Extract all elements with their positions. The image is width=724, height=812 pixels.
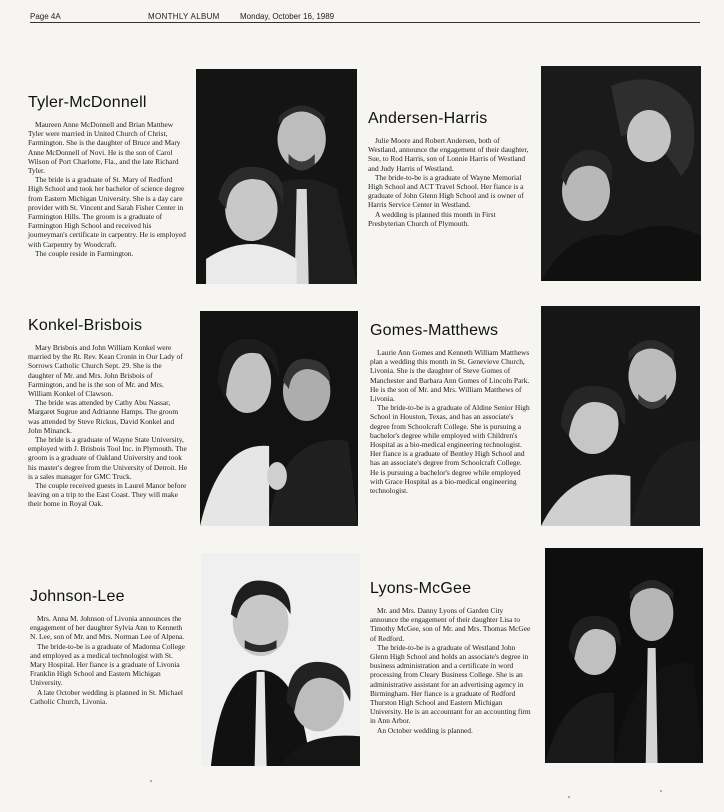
story-paragraph: The bride is a graduate of St. Mary of Redford High School and took her bachelor of science degree from Eastern Michigan University. She is a day care provider with St. Vincent and Sarah Fisher Center in Farmington Hills. The groom is a graduate of Farmington High School and received his journeyman's certificate in carpentry. He is employed with Carpentry by Woodcraft. bbox=[28, 175, 186, 249]
photo-konkel-brisbois bbox=[200, 311, 358, 526]
story-body bbox=[368, 136, 530, 228]
story-title: Lyons-McGee bbox=[370, 580, 472, 597]
story-lyons-mcgee bbox=[370, 580, 532, 735]
story-paragraph: The bride-to-be is a graduate of Westland John Glenn High School and holds an associate's degree in business administration and a certificate in word processing from Cleary Business College. She is an administrative assistant for an advertising agency in Birmingham. Her fiance is a graduate of Redford Thurston High School and Eastern Michigan University. He is an accountant for an accounting firm in Ann Arbor. bbox=[370, 642, 531, 726]
story-paragraph: Julie Moore and Robert Andersen, both of Westland, announce the engagement of their daughter, Sue, to Rod Harris, son of Lonnie Harris of Westland and Judy Harris of Westland. bbox=[368, 136, 529, 173]
story-paragraph: The couple reside in Farmington. bbox=[35, 248, 134, 258]
story-paragraph: The bride was attended by Cathy Abu Nassar, Margaret Sugrue and Adrianne Hamps. The groom was attended by Steve Rickus, David Konkel and John Minanck. bbox=[28, 398, 179, 435]
story-body bbox=[28, 343, 188, 509]
section-name: MONTHLY ALBUM bbox=[148, 12, 220, 21]
story-title: Johnson-Lee bbox=[30, 588, 125, 605]
story-paragraph: Mrs. Anna M. Johnson of Livonia announces the engagement of her daughter Sylvia Ann to Kenneth N. Lee, son of Mr. and Mrs. Norman Lee of Alpena. bbox=[30, 614, 185, 642]
story-paragraph: The couple received guests in Laurel Manor before leaving on a trip to the East Coast. They will make their home in Royal Oak. bbox=[28, 481, 187, 509]
story-paragraph: The bride-to-be is a graduate of Aldine Senior High School in Houston, Texas, and has an associate's degree from Schoolcraft College. She is pursuing a bachelor's degree while employed with Children's Hospital as a bio-medical engineering technologist. Her fiance is a graduate of Bentley High School and has an associate's degree from Schoolcraft College. He is pursuing a bachelor's degree while employed with Grace Hospital as a bio-medical engineering technologist. bbox=[370, 403, 530, 496]
story-konkel-brisbois bbox=[28, 317, 188, 509]
story-andersen-harris bbox=[368, 110, 530, 228]
story-paragraph: An October wedding is planned. bbox=[377, 725, 473, 735]
story-paragraph: The bride is a graduate of Wayne State University, employed with J. Brisbois Tool Inc. in Plymouth. The groom is a graduate of Oakland University and took his master's degree from the University of Detroit. He is a sales manager for GMC Truck. bbox=[28, 435, 188, 481]
story-body bbox=[30, 614, 190, 706]
story-johnson-lee bbox=[30, 588, 190, 706]
photo-gomes-matthews bbox=[541, 306, 700, 526]
page-number: Page 4A bbox=[30, 12, 61, 21]
photo-lyons-mcgee bbox=[545, 548, 703, 763]
story-tyler-mcdonnell bbox=[28, 94, 188, 258]
story-paragraph: A late October wedding is planned in St. Michael Catholic Church, Livonia. bbox=[30, 687, 183, 706]
print-speck bbox=[568, 796, 570, 798]
story-body bbox=[370, 606, 532, 735]
story-body bbox=[28, 120, 188, 258]
story-paragraph: Mr. and Mrs. Danny Lyons of Garden City announce the engagement of their daughter Lisa to Timothy McGee, son of Mr. and Mrs. Thomas McGee of Redford. bbox=[370, 606, 531, 643]
story-paragraph: The bride-to-be is a graduate of Wayne Memorial High School and ACT Travel School. Her fiance is a graduate of John Glenn High School and is owner of Harris Service Center in Westland. bbox=[368, 172, 524, 210]
story-gomes-matthews bbox=[370, 322, 532, 495]
story-title: Gomes-Matthews bbox=[370, 322, 499, 339]
story-paragraph: Mary Brisbois and John William Konkel were married by the Rt. Rev. Kean Cronin in Our Lady of Sorrows Catholic Church Sept. 29. She is the daughter of Mr. and Mrs. John Brisbois of Farmington, and he is the son of Mr. and Mrs. William Konkel of Clawson. bbox=[28, 343, 183, 399]
story-paragraph: Maureen Anne McDonnell and Brian Matthew Tyler were married in United Church of Christ, Farmington. She is the daughter of Bruce and Mary Anne McDonnell of Novi. He is the son of Carol Wilson of Port Charlotte, Fla., and the late Richard Tyler. bbox=[28, 120, 181, 176]
page-header bbox=[30, 10, 700, 26]
photo-tyler-mcdonnell bbox=[196, 69, 357, 284]
story-title: Konkel-Brisbois bbox=[28, 317, 143, 334]
story-title: Tyler-McDonnell bbox=[28, 94, 147, 111]
print-speck bbox=[660, 790, 662, 792]
print-speck bbox=[150, 780, 152, 782]
photo-andersen-harris bbox=[541, 66, 701, 281]
story-paragraph: A wedding is planned this month in First Presbyterian Church of Plymouth. bbox=[368, 209, 496, 228]
story-paragraph: Laurie Ann Gomes and Kenneth William Matthews plan a wedding this month in St. Genevieve Church, Livonia. She is the daughter of Steve Gomes of Manchester and Barbara Ann Gomes of Lincoln Park. He is the son of Mr. and Mrs. William Matthews of Livonia. bbox=[370, 348, 530, 404]
story-title: Andersen-Harris bbox=[368, 110, 488, 127]
header-rule bbox=[30, 22, 700, 23]
photo-johnson-lee bbox=[201, 553, 360, 766]
issue-date: Monday, October 16, 1989 bbox=[240, 12, 335, 21]
story-paragraph: The bride-to-be is a graduate of Madonna College and employed as a medical technologist with St. Mary Hospital. Her fiance is a graduate of Livonia Franklin High School and Eastern Michigan University. bbox=[30, 641, 185, 688]
story-body bbox=[370, 348, 532, 495]
